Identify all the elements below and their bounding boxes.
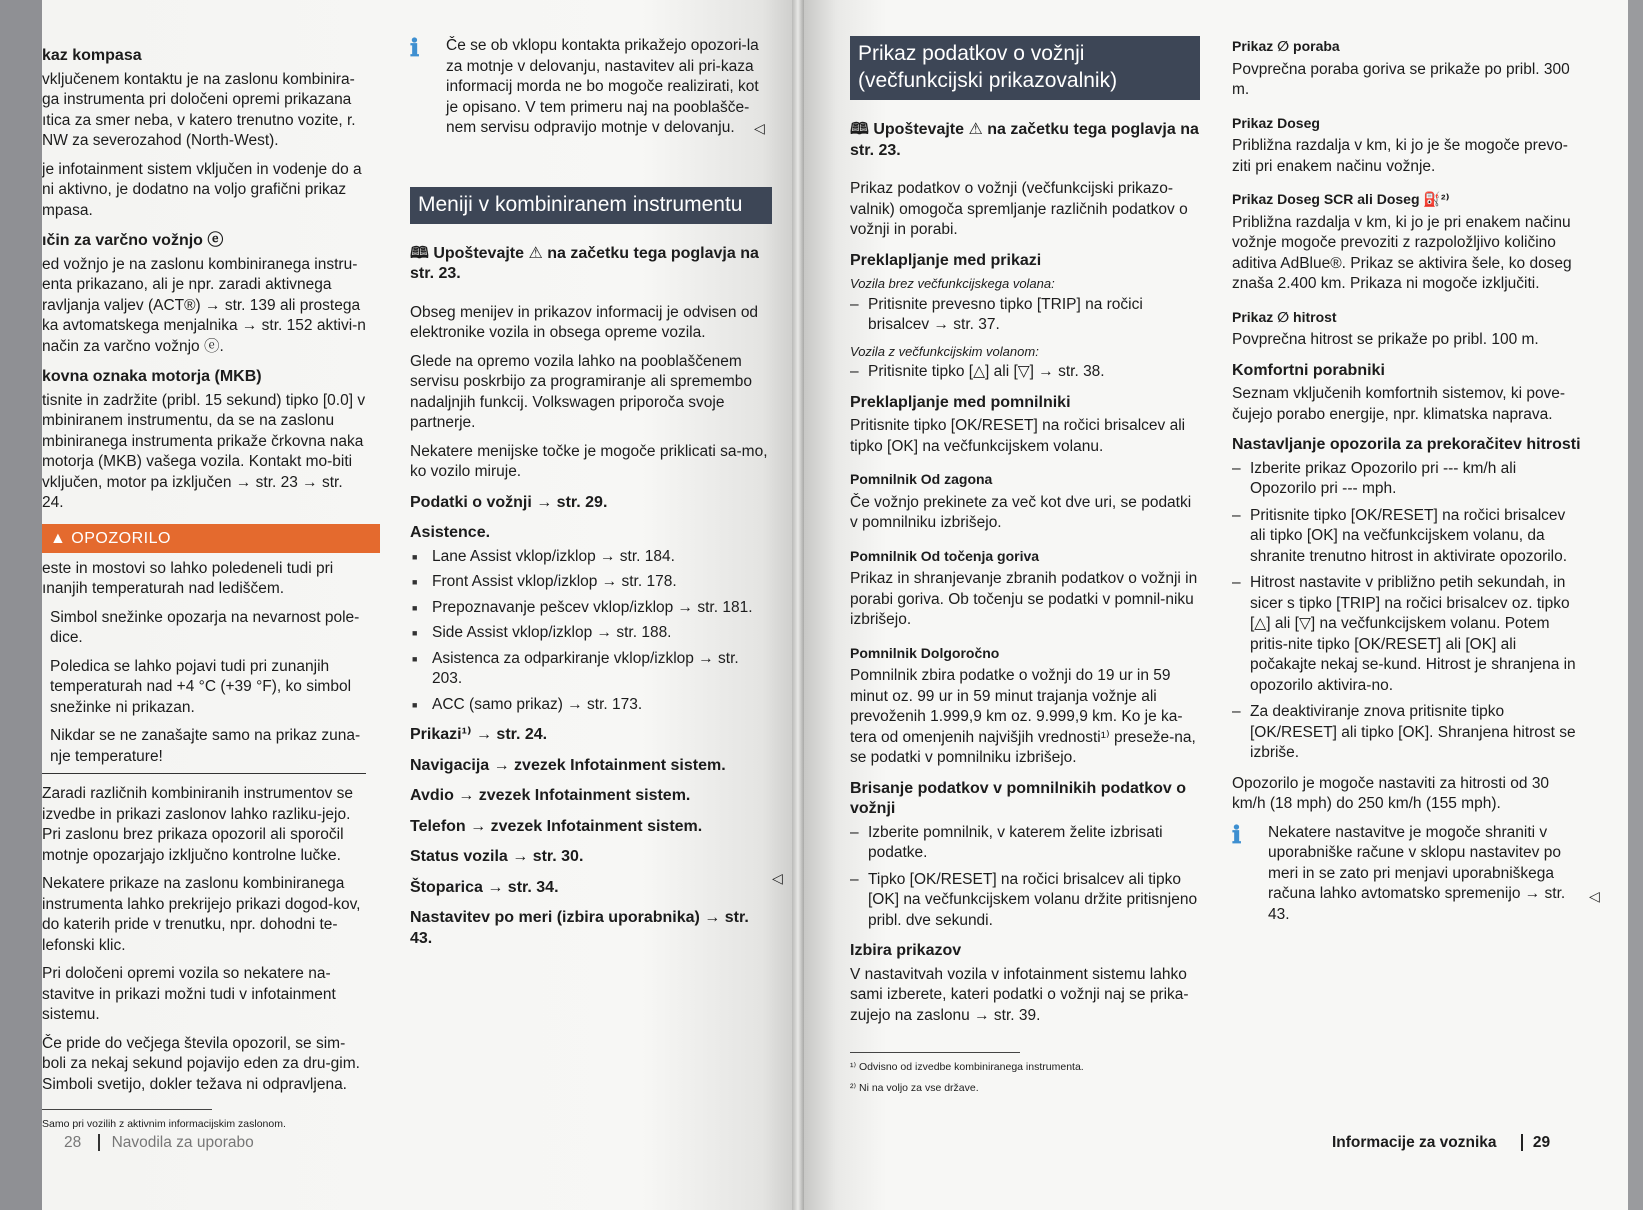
- page-number-right: 29: [1532, 1134, 1551, 1151]
- menu-assist: Asistence.: [410, 524, 491, 541]
- observe-warning: 🕮 Upoštevajte ⚠ na začetku tega poglavja na str. 23.: [410, 244, 759, 282]
- list-item: – Hitrost nastavite v približno petih sekundah, in sicer s tipko [TRIP] na ročici brisalcev oz. tipko [△] ali [▽] na večfunkcijskem volanu. Potem pritis-nite tipko [OK/RESET] ali [OK] ali počakajte nekaj se-kund. Hitrost je shranjena in opozorilo aktivira-no.: [1232, 574, 1576, 694]
- eco-heading: ıčin za varčno vožnjo ⓔ: [42, 232, 224, 249]
- menu-stopwatch: Štoparica → str. 34.: [410, 878, 559, 896]
- left-page: [42, 0, 792, 1210]
- scr-range-text: Približna razdalja v km, ki jo je pri enakem načinu vožnje mogoče prevoziti z razpoložljivo količino aditiva AdBlue®. Prikaz se aktivira šele, ko doseg znaša 2.400 km. Prikaza ni mogoče izključiti.: [1232, 213, 1572, 292]
- menu-trip-data: Podatki o vožnji → str. 29.: [410, 493, 608, 511]
- list-item: ■ Lane Assist vklop/izklop → str. 184.: [410, 547, 772, 568]
- right-column-1: [850, 36, 1200, 1099]
- page-number-left: 28: [64, 1134, 82, 1151]
- vehicles-without-mfsw: Vozila brez večfunkcijskega volana:: [850, 276, 1055, 291]
- warning-text-3: Poledica se lahko pojavi tudi pri zunanjih temperaturah nad +4 °C (+39 °F), ko simbol snežinke ni prikazan.: [50, 657, 352, 716]
- speed-warning-heading: Nastavljanje opozorila za prekoračitev hitrosti: [1232, 436, 1581, 453]
- left-footer: [64, 1134, 254, 1152]
- menus-text-1: Obseg menijev in prikazov informacij je odvisen od elektronike vozila in obsega opreme vozila.: [410, 303, 759, 341]
- observe-warning: 🕮 Upoštevajte ⚠ na začetku tega poglavja na str. 23.: [850, 121, 1199, 159]
- mkb-text: tisnite in zadržite (pribl. 15 sekund) tipko [0.0] v mbiniranem instrumentu, da se na zaslonu mbiniranega instrumenta prikaže črkovna naka motorja (MKB) vašega vozila. Kontakt mo-biti vključen, motor pa izključen → str. 23 → str. 24.: [42, 391, 366, 511]
- menu-vehicle-status: Status vozila → str. 30.: [410, 848, 584, 865]
- list-item: – Za deaktiviranje znova pritisnite tipko [OK/RESET] ali tipko [OK]. Shranjena hitrost se izbriše.: [1232, 703, 1576, 761]
- compass-text-1: vključenem kontaktu je na zaslonu kombinira-ga instrumenta pri določeni opremi prikazana ıtica za smer neba, v katero trenutno vozite, r. NW za severozahod (North-West).: [42, 70, 356, 149]
- info-icon: ℹ: [1232, 819, 1242, 849]
- range-heading: Prikaz Doseg: [1232, 114, 1320, 131]
- book-icon: 🕮: [410, 244, 434, 262]
- warning-text-2: Simbol snežinke opozarja na nevarnost pole-dice.: [50, 608, 360, 646]
- warning-triangle-icon: ▲: [50, 529, 72, 547]
- warning-text-4: Nikdar se ne zanašajte samo na prikaz zuna-nje temperature!: [42, 726, 366, 774]
- info-note-top-text: Če se ob vklopu kontakta prikažejo opozori-la za motnje v delovanju, nastavitev ali pri-kaza informacij morda ne bo mogoče realizirati, kot je opisano. V tem primeru naj na pooblašče-nem servisu odpravijo motnje v delovanju.: [446, 37, 759, 136]
- switch-displays-heading: Preklapljanje med prikazi: [850, 251, 1042, 269]
- footnote-rule: [850, 1052, 1020, 1053]
- menu-phone: Telefon → zvezek Infotainment sistem.: [410, 817, 703, 835]
- left-column-2: [410, 33, 772, 952]
- footnote-rule: [42, 1109, 212, 1110]
- list-item: – Pritisnite prevesno tipko [TRIP] na ročici brisalcev → str. 37.: [850, 295, 1143, 333]
- end-triangle-icon: ◁: [772, 870, 783, 886]
- book-icon: 🕮: [850, 121, 874, 138]
- assist-list: [410, 547, 772, 716]
- list-item: ■ Asistenca za odparkiranje vklop/izklop → str. 203.: [410, 649, 772, 690]
- list-item: ■ Front Assist vklop/izklop → str. 178.: [410, 572, 772, 593]
- note-4: Če pride do večjega števila opozoril, se sim-boli za nekaj sekund pojavijo eden za dru-gim. Simboli svetijo, dokler težava ni odpravljena.: [42, 1034, 360, 1093]
- list-item: – Izberite prikaz Opozorilo pri --- km/h ali Opozorilo pri --- mph.: [1232, 459, 1517, 497]
- end-triangle-icon: ◁: [1589, 888, 1600, 904]
- list-item: ■ ACC (samo prikaz) → str. 173.: [410, 695, 772, 716]
- menu-audio: Avdio → zvezek Infotainment sistem.: [410, 787, 691, 804]
- end-triangle-icon: ◁: [754, 120, 765, 136]
- menu-navigation: Navigacija → zvezek Infotainment sistem.: [410, 756, 726, 774]
- memory-since-start-heading: Pomnilnik Od zagona: [850, 471, 993, 487]
- avg-consumption-text: Povprečna poraba goriva se prikaže po pribl. 300 m.: [1232, 60, 1570, 98]
- switch-memories-heading: Preklapljanje med pomnilniki: [850, 393, 1071, 411]
- menus-banner: Meniji v kombiniranem instrumentu: [410, 187, 772, 224]
- menu-displays: Prikazi¹⁾ → str. 24.: [410, 726, 548, 743]
- right-footer: [1332, 1134, 1550, 1152]
- memory-long-term-text: Pomnilnik zbira podatke o vožnji do 19 ur in 59 minut oz. 99 ur in 59 minut trajanja vožnje ali prevoženih 1.999,9 km oz. 9.999,9 km. Ko je ka-tera od omenjenih najvišjih vrednosti¹⁾ preseže-na, se podatki v pomnilniku izbrišejo.: [850, 667, 1196, 766]
- note-1: Zaradi različnih kombiniranih instrumentov se izvedbe in prikazi zaslonov lahko razliku-jejo. Pri zaslonu brez prikaza opozoril ali sporočil motnje opozarjajo izključno kontrolne lučke.: [42, 785, 353, 864]
- warning-text-1: este in mostovi so lahko poledeneli tudi pri ınanjih temperaturah nad lediščem.: [42, 559, 334, 597]
- range-text: Približna razdalja v km, ki jo je še mogoče prevo-ziti pri enakem načinu vožnje.: [1232, 137, 1568, 175]
- avg-speed-text: Povprečna hitrost se prikaže po pribl. 100 m.: [1232, 331, 1539, 348]
- scr-range-heading: Prikaz Doseg SCR ali Doseg ⛽²⁾: [1232, 191, 1450, 207]
- speed-range-note: Opozorilo je mogoče nastaviti za hitrosti od 30 km/h (18 mph) do 250 km/h (155 mph).: [1232, 774, 1550, 812]
- book-gutter: [792, 0, 804, 1210]
- select-displays-text: V nastavitvah vozila v infotainment sistemu lahko sami izberete, kateri podatki o vožnji naj se prika-zujejo na zaslonu → str. 39.: [850, 965, 1189, 1024]
- memory-long-term-heading: Pomnilnik Dolgoročno: [850, 644, 1000, 661]
- list-item: – Pritisnite tipko [OK/RESET] na ročici brisalcev ali tipko [OK] na večfunkcijskem volanu, da shranite trenutno hitrost in aktivirate opozorilo.: [1232, 506, 1568, 565]
- list-item: – Pritisnite tipko [△] ali [▽] → str. 38.: [850, 363, 1105, 380]
- comfort-consumers-text: Seznam vključenih komfortnih sistemov, ki pove-čujejo porabo energije, npr. klimatska naprava.: [1232, 385, 1566, 423]
- eco-text: ed vožnjo je na zaslonu kombiniranega instru-enta prikazano, ali je npr. zaradi aktivnega ravljanja valjev (ACT®) → str. 139 ali prostega ka avtomatskega menjalnika → str. 152 aktivi-n način za varčno vožnjo ⓔ.: [42, 255, 366, 355]
- delete-data-heading: Brisanje podatkov v pomnilnikih podatkov o vožnji: [850, 779, 1187, 817]
- avg-consumption-heading: Prikaz ∅ poraba: [1232, 38, 1340, 54]
- menu-custom-settings: Nastavitev po meri (izbira uporabnika) → str. 43.: [410, 909, 749, 947]
- compass-heading: kaz kompasa: [42, 47, 142, 64]
- info-note-bottom: [1232, 819, 1584, 926]
- info-icon: ℹ: [410, 33, 420, 62]
- memory-since-refuel-heading: Pomnilnik Od točenja goriva: [850, 547, 1040, 564]
- note-2: Nekatere prikaze na zaslonu kombiniranega instrumenta lahko prekrijejo prikazi dogod-kov, do katerih pride v trenutku, npr. dohodni te-lefonski klic.: [42, 875, 361, 954]
- comfort-consumers-heading: Komfortni porabniki: [1232, 361, 1385, 379]
- menus-text-2: Glede na opremo vozila lahko na pooblaščenem servisu poskrbijo za programiranje ali spremembo nadaljnjih funkcij. Volkswagen priporoča svoje partnerje.: [410, 352, 752, 431]
- memory-since-refuel-text: Prikaz in shranjevanje zbranih podatkov o vožnji in porabi goriva. Ob točenju se podatki v pomnil-niku izbrišejo.: [850, 570, 1198, 628]
- switch-memories-text: Pritisnite tipko [OK/RESET] na ročici brisalcev ali tipko [OK] na večfunkcijskem volanu.: [850, 417, 1186, 455]
- memory-since-start-text: Če vožnjo prekinete za več kot dve uri, se podatki v pomnilniku izbrišejo.: [850, 493, 1192, 531]
- list-item: – Izberite pomnilnik, v katerem želite izbrisati podatke.: [850, 823, 1163, 861]
- avg-speed-heading: Prikaz ∅ hitrost: [1232, 308, 1337, 325]
- note-3: Pri določeni opremi vozila so nekatere na-stavitve in prikazi možni tudi v infotainment sistemu.: [42, 965, 336, 1023]
- left-column-1: [42, 36, 367, 1135]
- right-page: [804, 0, 1628, 1210]
- footnote-1: ¹⁾ Odvisno od izvedbe kombiniranega instrumenta.: [850, 1061, 1084, 1073]
- chapter-title: Informacije za voznika: [1332, 1134, 1497, 1151]
- footnote: Samo pri vozilih z aktivnim informacijskim zaslonom.: [42, 1118, 286, 1130]
- select-displays-heading: Izbira prikazov: [850, 942, 962, 959]
- right-column-2: [1232, 36, 1584, 933]
- compass-text-2: je infotainment sistem vključen in vodenje do a ni aktivno, je dodatno na voljo grafični prikaz mpasa.: [42, 160, 362, 219]
- manual-title: Navodila za uporabo: [111, 1134, 254, 1151]
- list-item: – Tipko [OK/RESET] na ročici brisalcev ali tipko [OK] na večfunkcijskem volanu držite pritisnjeno pribl. dve sekundi.: [850, 870, 1198, 929]
- trip-data-banner: Prikaz podatkov o vožnji (večfunkcijski prikazovalnik): [850, 36, 1200, 100]
- mkb-heading: kovna oznaka motorja (MKB): [42, 368, 262, 385]
- list-item: ■ Prepoznavanje pešcev vklop/izklop → str. 181.: [410, 598, 772, 619]
- trip-intro: Prikaz podatkov o vožnji (večfunkcijski prikazo-valnik) omogoča spremljanje različnih podatkov o vožnji in porabi.: [850, 180, 1188, 238]
- footnote-2: ²⁾ Ni na voljo za vse države.: [850, 1082, 979, 1094]
- info-note-top: [410, 33, 772, 139]
- info-note-bottom-text: Nekatere nastavitve je mogoče shraniti v uporabniške račune v sklopu nastavitev po meri in se zato pri menjavi uporabniškega računa lahko avtomatsko spremenijo → str. 43.: [1268, 823, 1566, 923]
- warning-banner: [42, 524, 380, 553]
- menus-text-3: Nekatere menijske točke je mogoče priklicati sa-mo, ko vozilo miruje.: [410, 442, 768, 480]
- vehicles-with-mfsw: Vozila z večfunkcijskim volanom:: [850, 343, 1039, 359]
- page-edge: [1628, 0, 1643, 1210]
- list-item: ■ Side Assist vklop/izklop → str. 188.: [410, 623, 772, 644]
- warning-label: OPOZORILO: [71, 529, 171, 547]
